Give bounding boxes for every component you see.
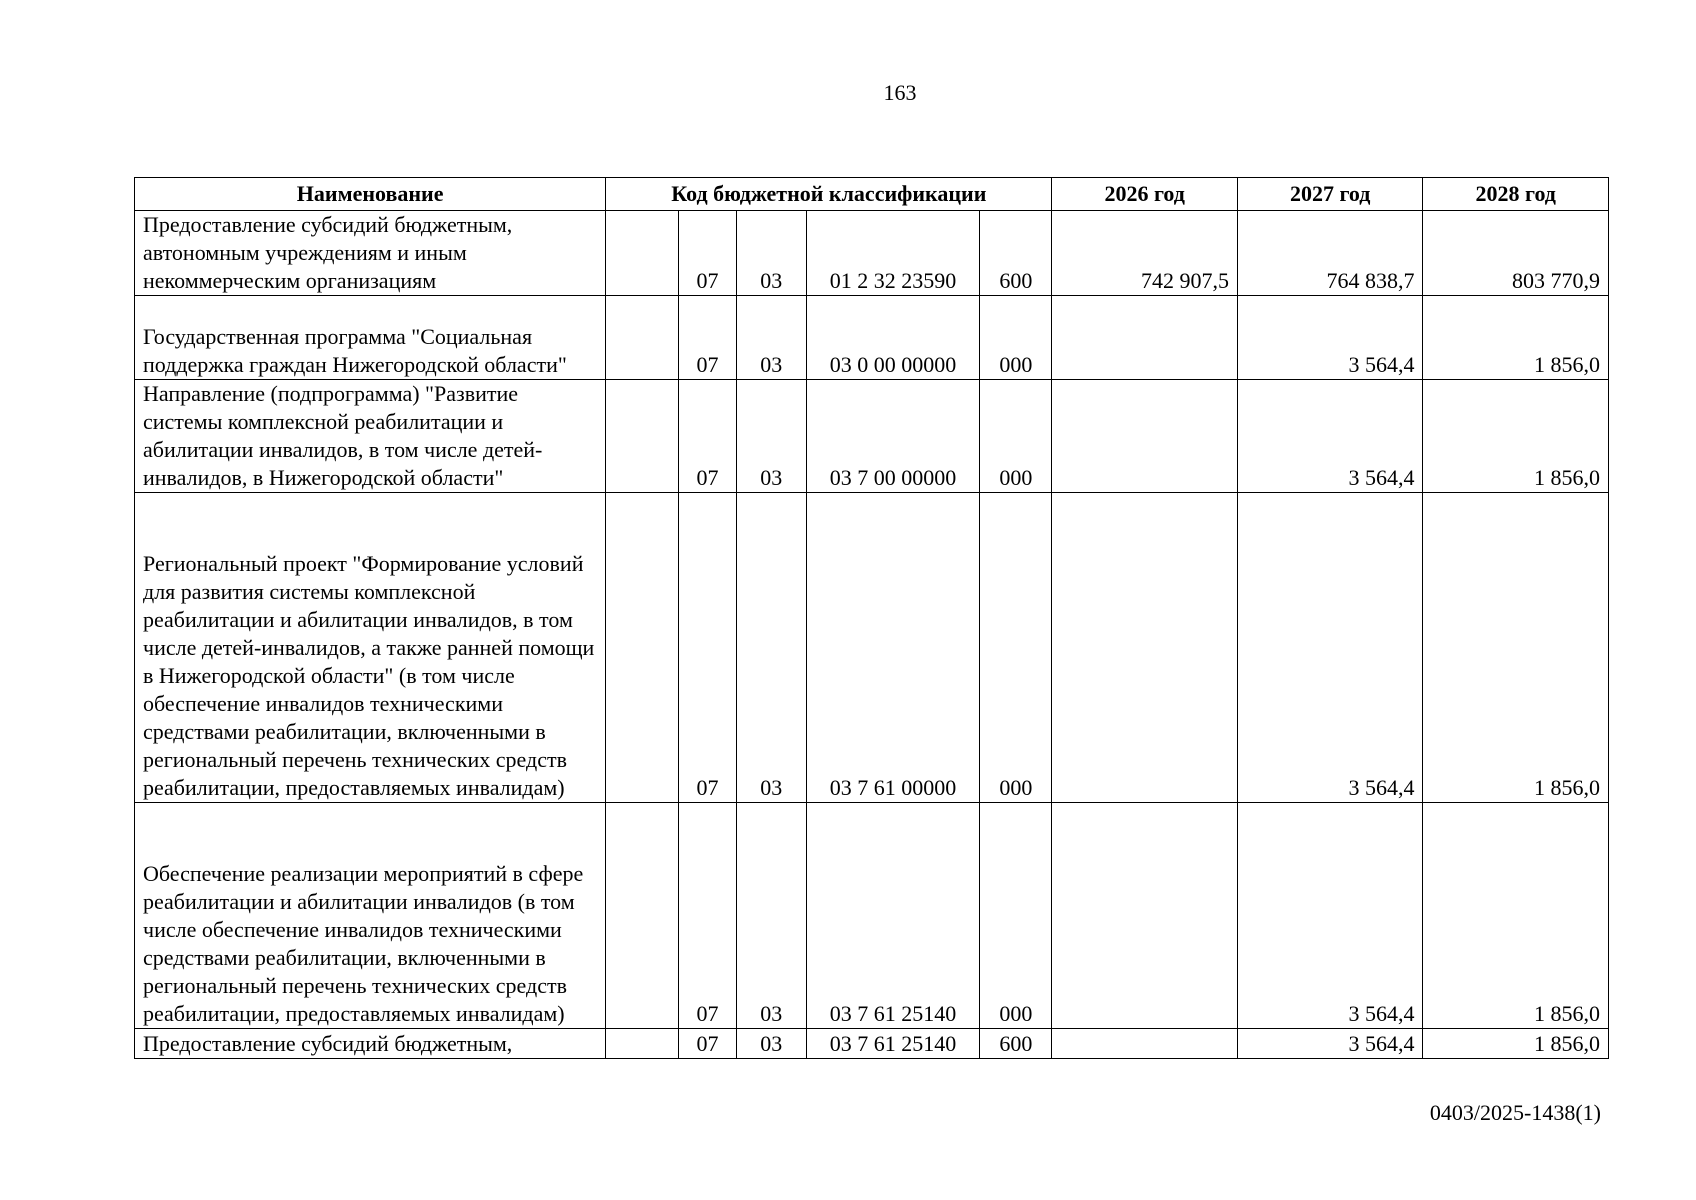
row-code-subsection: 03 [736,1029,806,1059]
row-spacer [606,211,679,296]
row-value-2028: 1 856,0 [1423,380,1609,493]
row-code-target: 01 2 32 23590 [806,211,979,296]
document-id: 0403/2025-1438(1) [1429,1100,1601,1125]
row-code-section: 07 [679,1029,736,1059]
header-2027: 2027 год [1237,178,1423,211]
row-spacer [606,296,679,380]
row-code-subsection: 03 [736,211,806,296]
header-name: Наименование [135,178,606,211]
table-header-row [135,178,1609,211]
table-row [135,803,1609,1029]
row-value-2027: 3 564,4 [1237,296,1423,380]
row-value-2027: 3 564,4 [1237,803,1423,1029]
table-row [135,380,1609,493]
row-value-2026 [1052,296,1238,380]
row-code-subsection: 03 [736,803,806,1029]
table-body [135,211,1609,1059]
row-code-expense-type: 600 [980,1029,1052,1059]
row-code-subsection: 03 [736,380,806,493]
row-spacer [606,380,679,493]
row-value-2026 [1052,803,1238,1029]
page-number: 163 [883,80,917,105]
row-code-expense-type: 000 [980,296,1052,380]
row-value-2026 [1052,1029,1238,1059]
row-code-section: 07 [679,296,736,380]
table-row [135,493,1609,803]
row-value-2028: 1 856,0 [1423,803,1609,1029]
row-spacer [606,1029,679,1059]
row-spacer [606,493,679,803]
header-code: Код бюджетной классификации [606,178,1052,211]
row-value-2026: 742 907,5 [1052,211,1238,296]
row-code-section: 07 [679,211,736,296]
row-code-target: 03 7 00 00000 [806,380,979,493]
row-value-2028: 1 856,0 [1423,296,1609,380]
row-spacer [606,803,679,1029]
row-value-2027: 3 564,4 [1237,493,1423,803]
row-code-expense-type: 600 [980,211,1052,296]
row-code-target: 03 0 00 00000 [806,296,979,380]
row-value-2028: 1 856,0 [1423,1029,1609,1059]
row-code-target: 03 7 61 00000 [806,493,979,803]
row-name: Направление (подпрограмма) "Развитие системы комплексной реабилитации и абилитации инвалидов, в том числе детей-инвалидов, в Нижегородской области" [135,380,606,493]
row-code-section: 07 [679,803,736,1029]
row-value-2028: 1 856,0 [1423,493,1609,803]
row-code-expense-type: 000 [980,493,1052,803]
row-code-section: 07 [679,380,736,493]
header-2028: 2028 год [1423,178,1609,211]
row-name: Обеспечение реализации мероприятий в сфере реабилитации и абилитации инвалидов (в том числе обеспечение инвалидов техническими средствами реабилитации, включенными в региональный перечень технических средств реабилитации, предоставляемых инвалидам) [135,803,606,1029]
row-value-2027: 764 838,7 [1237,211,1423,296]
row-name: Региональный проект "Формирование условий для развития системы комплексной реабилитации и абилитации инвалидов, в том числе детей-инвалидов, а также ранней помощи в Нижегородской области" (в том числе обеспечение инвалидов техническими средствами реабилитации, включенными в региональный перечень технических средств реабилитации, предоставляемых инвалидам) [135,493,606,803]
table-row [135,211,1609,296]
row-value-2026 [1052,493,1238,803]
budget-table [134,177,1609,1059]
row-code-subsection: 03 [736,296,806,380]
row-code-expense-type: 000 [980,803,1052,1029]
table-row [135,296,1609,380]
row-name: Государственная программа "Социальная поддержка граждан Нижегородской области" [135,296,606,380]
row-code-expense-type: 000 [980,380,1052,493]
row-name: Предоставление субсидий бюджетным, автономным учреждениям и иным некоммерческим организациям [135,211,606,296]
row-code-subsection: 03 [736,493,806,803]
row-value-2027: 3 564,4 [1237,380,1423,493]
row-code-section: 07 [679,493,736,803]
row-code-target: 03 7 61 25140 [806,803,979,1029]
header-2026: 2026 год [1052,178,1238,211]
row-value-2027: 3 564,4 [1237,1029,1423,1059]
row-value-2026 [1052,380,1238,493]
row-code-target: 03 7 61 25140 [806,1029,979,1059]
row-name: Предоставление субсидий бюджетным, [135,1029,606,1059]
table-row [135,1029,1609,1059]
row-value-2028: 803 770,9 [1423,211,1609,296]
